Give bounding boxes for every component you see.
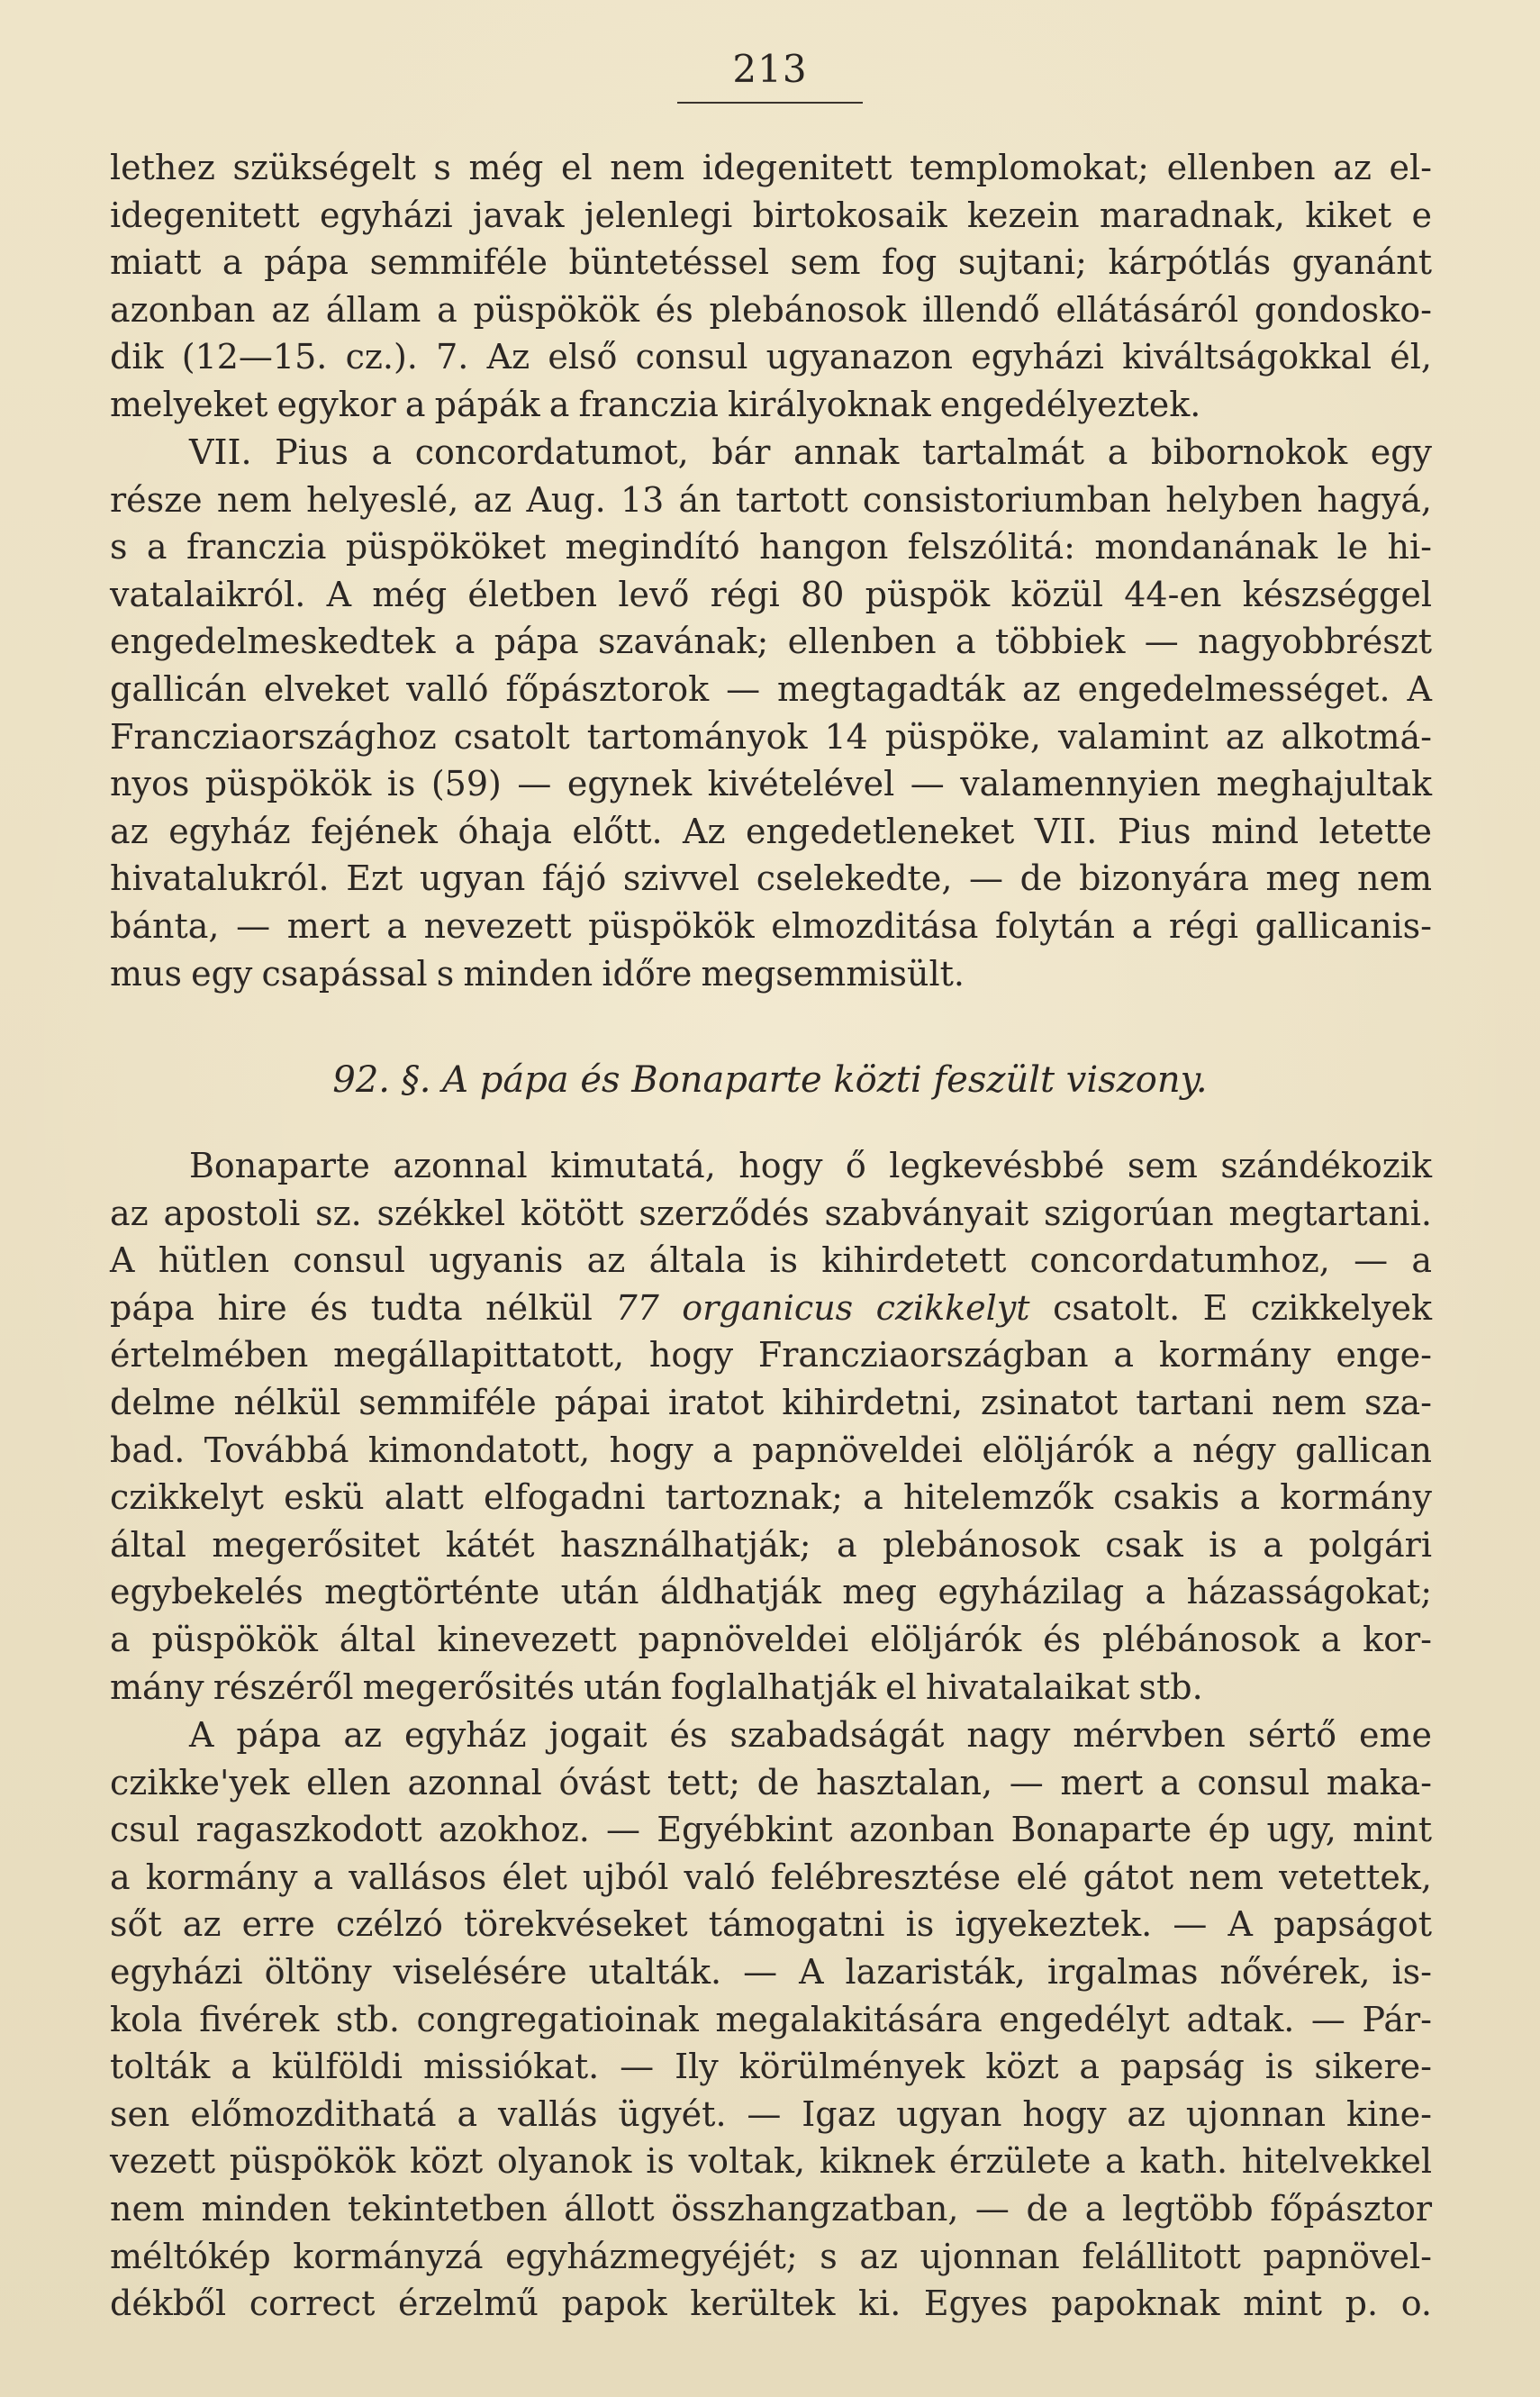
- text-line: VII. Pius a concordatumot, bár annak tartalmát a bibornokok egy: [189, 432, 1432, 472]
- text-line: melyeket egykor a pápák a franczia királyoknak engedélyeztek.: [110, 384, 1201, 424]
- paragraph-2: [110, 429, 1432, 997]
- text-line: hivatalukról. Ezt ugyan fájó szivvel cselekedte, — de bizonyára meg nem: [110, 858, 1432, 899]
- text-line: Francziaországhoz csatolt tartományok 14 püspöke, valamint az alkotmá-: [110, 716, 1432, 757]
- text-line: A hütlen consul ugyanis az általa is kihirdetett concordatumhoz, — a: [110, 1240, 1432, 1281]
- text-line: értelmében megállapittatott, hogy Francziaországban a kormány enge-: [110, 1335, 1432, 1376]
- text-line: miatt a pápa semmiféle büntetéssel sem fog sujtani; kárpótlás gyanánt: [110, 242, 1432, 283]
- text-line: delme nélkül semmiféle pápai iratot kihirdetni, zsinatot tartani nem sza-: [110, 1382, 1432, 1422]
- text-line: czikkelyt eskü alatt elfogadni tartoznak; a hitelemzők csakis a kormány: [110, 1477, 1432, 1518]
- text-line: csul ragaszkodott azokhoz. — Egyébkint azonban Bonaparte ép ugy, mint: [110, 1810, 1432, 1850]
- text-line: gallicán elveket valló főpásztorok — megtagadták az engedelmességet. A: [110, 668, 1432, 709]
- emphasized-text: 77 organicus czikkelyt: [615, 1287, 1030, 1328]
- text-line: sőt az erre czélzó törekvéseket támogatni is igyekeztek. — A papságot: [110, 1904, 1432, 1945]
- text-line: idegenitett egyházi javak jelenlegi birtokosaik kezein maradnak, kiket e: [110, 195, 1432, 235]
- text-line: kola fivérek stb. congregatioinak megalakitására engedélyt adtak. — Pár-: [110, 1999, 1432, 2039]
- text-line: vatalaikról. A még életben levő régi 80 püspök közül 44-en készséggel: [110, 574, 1432, 614]
- text-line: lethez szükségelt s még el nem idegenitett templomokat; ellenben az el-: [110, 148, 1432, 187]
- paragraph-3: [110, 1142, 1432, 1711]
- text-line: A pápa az egyház jogait és szabadságát nagy mérvben sértő eme: [189, 1715, 1432, 1755]
- page-number-rule: [677, 102, 863, 104]
- text-line: Bonaparte azonnal kimutatá, hogy ő legkevésbbé sem szándékozik: [189, 1146, 1432, 1185]
- text-line: a kormány a vallásos élet ujból való felébresztése elé gátot nem vetettek,: [110, 1857, 1432, 1897]
- text-line: a püspökök által kinevezett papnöveldei elöljárók és plébánosok a kor-: [110, 1619, 1432, 1659]
- text-line: által megerősitet kátét használhatják; a plebánosok csak is a polgári: [110, 1524, 1432, 1565]
- text-line: dékből correct érzelmű papok kerültek ki. Egyes papoknak mint p. o.: [110, 2284, 1432, 2324]
- text-line: czikke'yek ellen azonnal óvást tett; de hasztalan, — mert a consul maka-: [110, 1762, 1432, 1802]
- text-fragment: csatolt. E czikkelyek: [1029, 1287, 1433, 1328]
- text-line: méltókép kormányzá egyházmegyéjét; s az ujonnan felállitott papnövel-: [110, 2236, 1432, 2276]
- page-number: 213: [732, 47, 808, 91]
- text-line: az egyház fejének óhaja előtt. Az engedetleneket VII. Pius mind letette: [110, 811, 1432, 851]
- text-line: azonban az állam a püspökök és plebánosok illendő ellátásáról gondosko-: [110, 289, 1432, 330]
- text-line: mány részéről megerősités után foglalhatják el hivatalaikat stb.: [110, 1666, 1203, 1707]
- text-line: mus egy csapással s minden időre megsemmisült.: [110, 953, 965, 994]
- paragraph-4: [110, 1711, 1432, 2328]
- text-line: nem minden tekintetben állott összhangzatban, — de a legtöbb főpásztor: [110, 2188, 1432, 2229]
- text-fragment: pápa hire és tudta nélkül: [110, 1287, 616, 1328]
- text-line: vezett püspökök közt olyanok is voltak, kiknek érzülete a kath. hitelvekkel: [110, 2141, 1432, 2182]
- text-line: része nem helyeslé, az Aug. 13 án tartott consistoriumban helyben hagyá,: [110, 479, 1432, 520]
- text-line-with-emphasis: [110, 1285, 1432, 1332]
- text-line: egybekelés megtörténte után áldhatják meg egyházilag a házasságokat;: [110, 1572, 1432, 1612]
- text-line: s a franczia püspököket megindító hangon felszólitá: mondanának le hi-: [110, 527, 1432, 567]
- text-line: dik (12—15. cz.). 7. Az első consul ugyanazon egyházi kiváltságokkal él,: [110, 337, 1432, 377]
- paragraph-1: [110, 144, 1432, 429]
- section-title: 92. §. A pápa és Bonaparte közti feszült viszony.: [332, 1059, 1208, 1101]
- text-line: az apostoli sz. székkel kötött szerződés szabványait szigorúan megtartani.: [110, 1193, 1432, 1233]
- text-line: sen előmozdithatá a vallás ügyét. — Igaz ugyan hogy az ujonnan kine-: [110, 2093, 1432, 2134]
- text-line: bad. Továbbá kimondatott, hogy a papnöveldei elöljárók a négy gallican: [110, 1430, 1432, 1470]
- text-line: nyos püspökök is (59) — egynek kivételével — valamennyien meghajultak: [110, 764, 1432, 804]
- text-line: tolták a külföldi missiókat. — Ily körülmények közt a papság is sikere-: [110, 2047, 1432, 2087]
- text-line: egyházi öltöny viselésére utalták. — A lazaristák, irgalmas nővérek, is-: [110, 1951, 1432, 1992]
- text-line: engedelmeskedtek a pápa szavának; ellenben a többiek — nagyobbrészt: [110, 622, 1432, 662]
- text-line: bánta, — mert a nevezett püspökök elmozditása folytán a régi gallicanis-: [110, 905, 1432, 946]
